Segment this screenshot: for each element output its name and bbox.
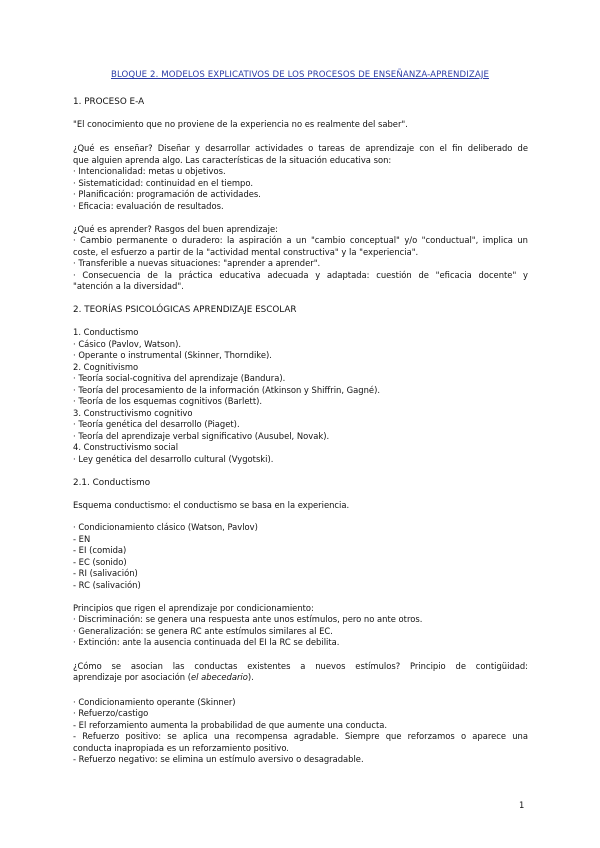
list-item: - RC (salivación)	[73, 580, 141, 590]
paragraph-line: coste, el esfuerzo a partir de la "actividad mental constructiva" y la "experiencia".	[73, 247, 419, 257]
list-item: · Eficacia: evaluación de resultados.	[73, 201, 224, 211]
paragraph-line: conducta inapropiada es un reforzamiento positivo.	[73, 743, 289, 753]
paragraph-line: ¿Cómo se asocian las conductas existentes a nuevos estímulos? Principio de contigüidad:	[73, 661, 528, 671]
list-item: · Intencionalidad: metas u objetivos.	[73, 166, 226, 176]
list-item: · Transferible a nuevas situaciones: "aprender a aprender".	[73, 258, 321, 268]
list-item: - El reforzamiento aumenta la probabilidad de que aumente una conducta.	[73, 720, 388, 730]
text-segment: aprendizaje por asociación (	[73, 672, 192, 682]
list-item: · Refuerzo/castigo	[73, 708, 149, 718]
list-item: · Teoría del procesamiento de la información (Atkinson y Shiffrin, Gagné).	[73, 385, 380, 395]
document-title: BLOQUE 2. MODELOS EXPLICATIVOS DE LOS PROCESOS DE ENSEÑANZA-APRENDIZAJE	[110, 70, 490, 80]
list-item: · Cambio permanente o duradero: la aspiración a un "cambio conceptual" y/o "conductual", implica un	[73, 235, 528, 245]
list-item: - RI (salivación)	[73, 568, 138, 578]
list-item: · Teoría genética del desarrollo (Piaget).	[73, 419, 240, 429]
paragraph-line: "atención a la diversidad".	[73, 281, 184, 291]
list-heading: 2. Cognitivismo	[73, 362, 139, 372]
list-item: - Refuerzo negativo: se elimina un estímulo aversivo o desagradable.	[73, 754, 364, 764]
list-item: · Cásico (Pavlov, Watson).	[73, 339, 182, 349]
list-item: · Planificación: programación de actividades.	[73, 189, 261, 199]
list-item: - EI (comida)	[73, 545, 127, 555]
section-heading-proceso: 1. PROCESO E-A	[73, 97, 145, 107]
paragraph-line	[73, 672, 528, 684]
list-heading: · Condicionamiento clásico (Watson, Pavlov)	[73, 522, 258, 532]
list-item: · Consecuencia de la práctica educativa adecuada y adaptada: cuestión de "eficacia docente" y	[73, 270, 528, 280]
paragraph-line: ¿Qué es enseñar? Diseñar y desarrollar actividades o tareas de aprendizaje con el fin deliberado de	[73, 143, 528, 153]
list-heading: 4. Constructivismo social	[73, 442, 179, 452]
paragraph-line: que alguien aprenda algo. Las características de la situación educativa son:	[73, 155, 392, 165]
list-item: - EN	[73, 534, 91, 544]
list-item: - Refuerzo positivo: se aplica una recompensa agradable. Siempre que reforzamos o aparece una	[73, 731, 528, 741]
list-heading: 3. Constructivismo cognitivo	[73, 408, 193, 418]
paragraph-line: Principios que rigen el aprendizaje por condicionamiento:	[73, 603, 314, 613]
list-item: · Operante o instrumental (Skinner, Thorndike).	[73, 350, 272, 360]
quote: "El conocimiento que no proviene de la experiencia no es realmente del saber".	[73, 119, 408, 129]
paragraph-line: Esquema conductismo: el conductismo se basa en la experiencia.	[73, 500, 350, 510]
emphasis-text: el abecedario	[191, 672, 248, 682]
list-item: · Generalización: se genera RC ante estímulos similares al EC.	[73, 626, 333, 636]
list-item: · Teoría del aprendizaje verbal significativo (Ausubel, Novak).	[73, 431, 330, 441]
list-heading: 1. Conductismo	[73, 327, 139, 337]
section-heading-conductismo: 2.1. Conductismo	[73, 478, 151, 488]
list-item: · Extinción: ante la ausencia continuada del EI la RC se debilita.	[73, 637, 340, 647]
list-item: · Teoría social-cognitiva del aprendizaje (Bandura).	[73, 373, 286, 383]
list-item: · Ley genética del desarrollo cultural (Vygotski).	[73, 454, 274, 464]
paragraph-line: ¿Qué es aprender? Rasgos del buen aprendizaje:	[73, 224, 278, 234]
text-segment: ).	[247, 672, 254, 682]
list-heading: · Condicionamiento operante (Skinner)	[73, 697, 236, 707]
section-heading-teorias: 2. TEORÍAS PSICOLÓGICAS APRENDIZAJE ESCOLAR	[73, 305, 297, 315]
list-item: · Discriminación: se genera una respuesta ante unos estímulos, pero no ante otros.	[73, 614, 423, 624]
list-item: - EC (sonido)	[73, 557, 127, 567]
list-item: · Sistematicidad: continuidad en el tiempo.	[73, 178, 254, 188]
page-number: 1	[519, 800, 525, 810]
list-item: · Teoría de los esquemas cognitivos (Barlett).	[73, 396, 263, 406]
